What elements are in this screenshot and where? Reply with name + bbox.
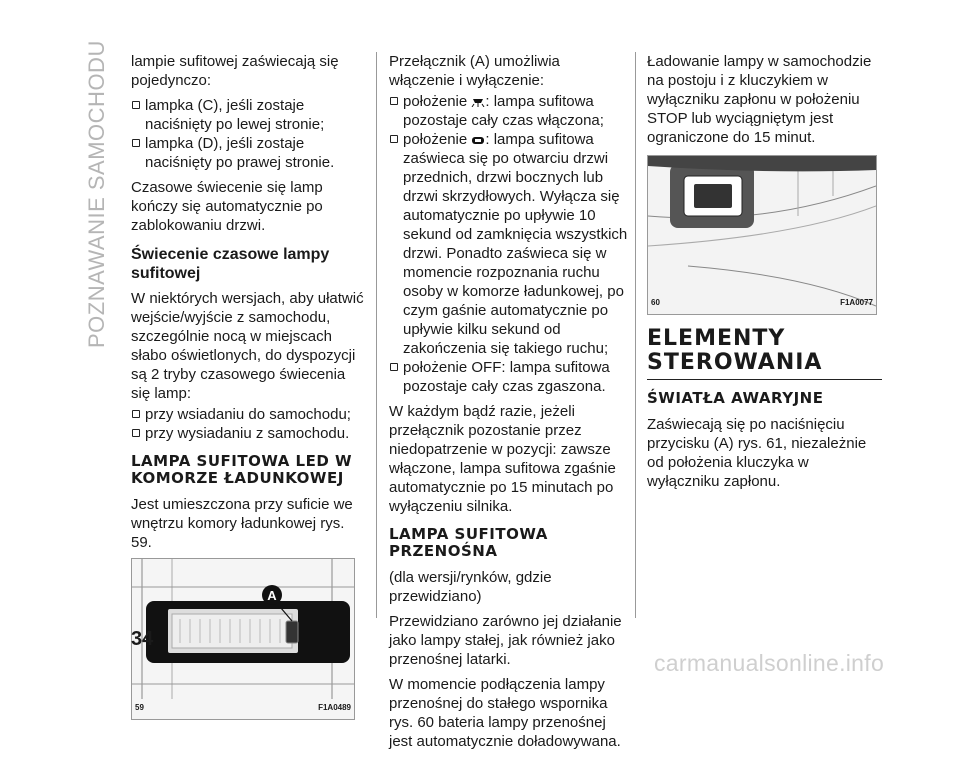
paragraph: (dla wersji/rynków, gdzie przewidziano) — [389, 569, 552, 605]
section-side-title: POZNAWANIE SAMOCHODU — [84, 40, 109, 348]
bullet-item: położenie : lampa sufitowa pozostaje cały czas włączona; — [389, 92, 629, 130]
column-3 — [647, 52, 882, 497]
column-2 — [389, 52, 629, 757]
callout-label-a: A — [267, 588, 277, 603]
bullet-item: lampka (C), jeśli zostaje naciśnięty po lewej stronie; — [131, 96, 366, 134]
paragraph: W niektórych wersjach, aby ułatwić wejście/wyjście z samochodu, szczególnie nocą w miejscach słabo oświetlonych, do dyspozycji są 2 tryby czasowego świecenia się lamp: — [131, 290, 364, 402]
paragraph: Jest umieszczona przy suficie we wnętrzu komory ładunkowej rys. 59. — [131, 496, 353, 551]
page-number: 34 — [131, 628, 154, 650]
bullet-item: przy wsiadaniu do samochodu; — [131, 405, 366, 424]
section-heading: LAMPA SUFITOWA PRZENOŚNA — [389, 525, 548, 560]
bullet-item: położenie OFF: lampa sufitowa pozostaje cały czas zgaszona. — [389, 358, 629, 396]
bullet-item: lampka (D), jeśli zostaje naciśnięty po prawej stronie. — [131, 134, 366, 172]
section-heading: ŚWIATŁA AWARYJNE — [647, 389, 824, 407]
paragraph: Przełącznik (A) umożliwia włączenie i wyłączenie: — [389, 53, 560, 89]
bullet-item: przy wysiadaniu z samochodu. — [131, 424, 366, 443]
bullet-item: położenie : lampa sufitowa zaświeca się po otwarciu drzwi przednich, drzwi bocznych lub drzwi skrzydłowych. Wyłącza się automatycznie po upływie 10 sekund od zamknięcia wszystkich drzwi. Ponadto zaświeca się w momencie rozpoznania ruchu osoby w komorze ładunkowej, po czym gaśnie automatycznie po upływie kilku sekund od zakończenia się takiego ruchu; — [389, 130, 629, 358]
column-divider — [635, 52, 636, 618]
figure-code: F1A0077 — [840, 298, 873, 307]
figure-number: 60 — [651, 298, 660, 307]
section-heading: Świecenie czasowe lampy sufitowej — [131, 246, 330, 282]
figure-59 — [131, 558, 355, 720]
lamp-on-icon — [471, 98, 485, 107]
door-lamp-icon — [471, 136, 485, 145]
paragraph: Ładowanie lampy w samochodzie na postoju i z kluczykiem w wyłączniku zapłonu w położeniu STOP lub wyciągniętym jest ograniczone do 15 minut. — [647, 53, 872, 146]
column-1 — [131, 52, 366, 720]
watermark: carmanualsonline.info — [654, 650, 885, 676]
section-heading: LAMPA SUFITOWA LED W KOMORZE ŁADUNKOWEJ — [131, 452, 353, 487]
figure-number: 59 — [135, 703, 144, 712]
paragraph: W każdym bądź razie, jeżeli przełącznik pozostanie przez niedopatrzenie w pozycji: zawsze włączone, lampa sufitowa zgaśnie automatycznie po 15 minutach po wyłączeniu silnika. — [389, 403, 616, 515]
paragraph: Zaświecają się po naciśnięciu przycisku (A) rys. 61, niezależnie od położenia kluczyka w wyłączniku zapłonu. — [647, 416, 867, 490]
paragraph: W momencie podłączenia lampy przenośnej do stałego wspornika rys. 60 bateria lampy przenośnej jest automatycznie doładowywana. — [389, 676, 621, 750]
paragraph: Czasowe świecenie się lamp kończy się automatycznie po zablokowaniu drzwi. — [131, 179, 323, 234]
led-lamp-illustration — [132, 559, 354, 719]
chapter-heading: ELEMENTY STEROWANIA — [647, 327, 882, 380]
paragraph: Przewidziano zarówno jej działanie jako lampy stałej, jak również jako przenośnej latarki. — [389, 613, 622, 668]
figure-code: F1A0489 — [318, 703, 351, 712]
paragraph: lampie sufitowej zaświecają się pojedynczo: — [131, 53, 339, 89]
figure-60 — [647, 155, 877, 315]
column-divider — [376, 52, 377, 618]
